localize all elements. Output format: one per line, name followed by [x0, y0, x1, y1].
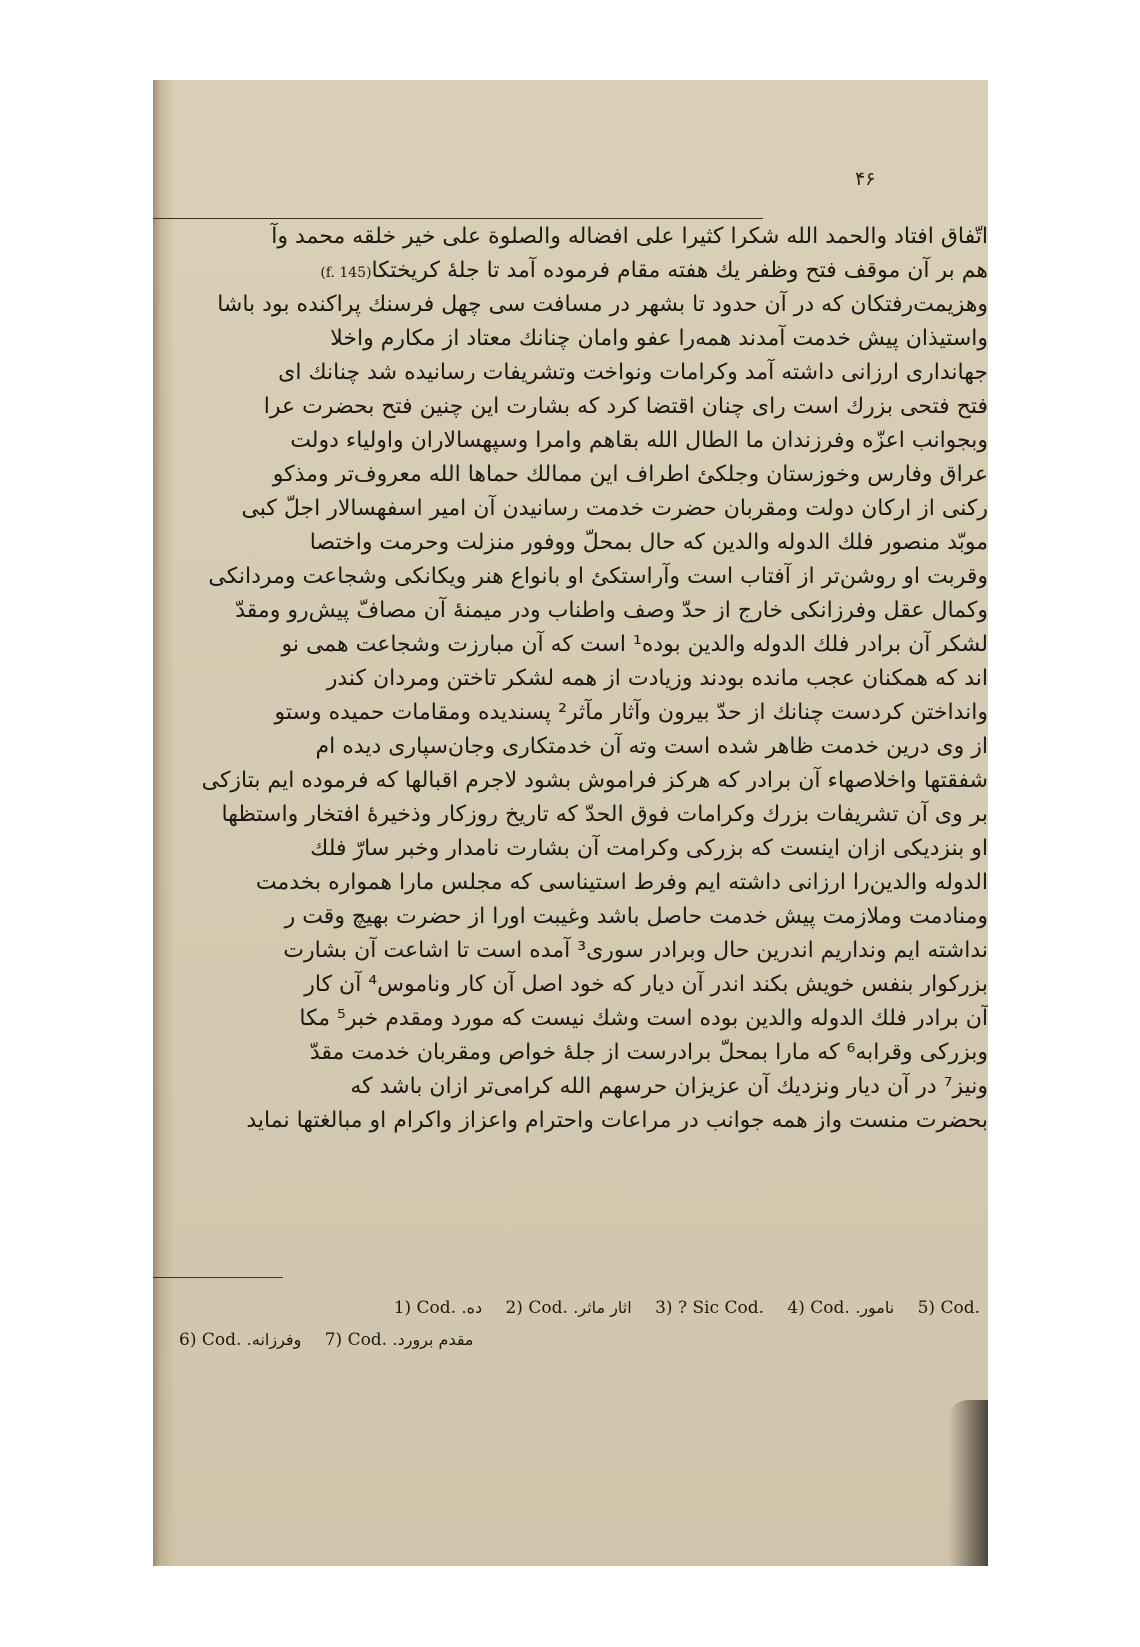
footnote: 1) Cod. ده.: [393, 1298, 483, 1318]
main-text: [153, 220, 988, 1138]
footnote: 6) Cod. وفرزانه.: [179, 1330, 302, 1350]
text-line: الدوله والدین‌را ارزانی داشته ایم وفرط استیناسی که مجلس مارا همواره بخدمت: [255, 870, 988, 895]
text-line: وقربت او روشن‌تر از آفتاب است وآراستکئ او بانواع هنر ویکانکی وشجاعت ومردانکی: [208, 564, 988, 589]
text-line: او بنزدیکی ازان اینست که بزرکی وکرامت آن بشارت نامدار وخبر سارّ فلك: [310, 836, 988, 861]
text-line: آن برادر فلك الدوله والدین بوده است وشك نیست که مورد ومقدم خبر⁵ مکا: [299, 1006, 988, 1031]
footnote: 2) Cod. اثار ماثر.: [505, 1298, 632, 1318]
text-line: از وی درین خدمت ظاهر شده است وته آن خدمتکاری وجان‌سپاری دیده ام: [315, 734, 988, 759]
text-line: واستیذان پیش خدمت آمدند همه‌را عفو وامان چنانك معتاد از مکارم واخلا: [330, 326, 988, 351]
text-line: عراق وفارس وخوزستان وجلکئ اطراف این ممالك حماها الله معروف‌تر ومذکو: [272, 462, 988, 487]
page-number: ۴۶: [855, 168, 876, 190]
text-line: جهانداری ارزانی داشته آمد وکرامات ونواخت وتشریفات رسانیده شد چنانك ای: [278, 360, 988, 385]
text-line: وهزیمت‌رفتکان که در آن حدود تا بشهر در مسافت سی چهل فرسنك پراکنده بود باشا: [217, 292, 988, 317]
scan-thumb-shadow: [948, 1400, 988, 1566]
text-line: رکنی از ارکان دولت ومقربان حضرت خدمت رسانیدن آن امیر اسفهسالار اجلّ کبی: [241, 496, 988, 521]
text-line: وبزرکی وقرابه⁶ که مارا بمحلّ برادرست از جلهٔ خواص ومقربان خدمت مقدّ: [309, 1040, 988, 1065]
header-rule: [153, 218, 763, 219]
text-line: وکمال عقل وفرزانکی خارج از حدّ وصف واطناب ودر میمنهٔ آن مصافّ پیش‌رو ومقدّ: [235, 598, 988, 623]
text-line: فتح فتحی بزرك است رای چنان اقتضا کرد که بشارت این چنین فتح بحضرت عرا: [263, 394, 988, 419]
text-line: اتّفاق افتاد والحمد الله شکرا کثیرا علی افضاله والصلوة علی خیر خلقه محمد وآ: [271, 224, 988, 249]
footnote: 5) Cod.: [917, 1298, 980, 1318]
text-line: شفقتها واخلاصهاء آن برادر که هرکز فراموش بشود لاجرم اقبالها که فرموده ایم بتازکی: [201, 768, 988, 793]
text-line: ونیز⁷ در آن دیار ونزدیك آن عزیزان حرسهم الله کرامی‌تر ازان باشد که: [350, 1074, 988, 1099]
footnotes: [153, 1292, 988, 1356]
footnote: 3) ? Sic Cod.: [655, 1298, 765, 1318]
text-line: ومنادمت وملازمت پیش خدمت حاصل باشد وغیبت اورا از حضرت بهیچ وقت ر: [284, 904, 988, 929]
text-line: وبجوانب اعزّه وفرزندان ما الطال الله بقاهم وامرا وسپهسالاران واولیاء دولت: [290, 428, 988, 453]
text-line: اند که همکنان عجب مانده بودند وزیادت از همه لشکر تاختن ومردان کندر: [326, 666, 988, 691]
text-line: هم بر آن موقف فتح وظفر یك هفته مقام فرموده آمد تا جلهٔ کریختکا(f. 145): [320, 258, 988, 283]
text-line: لشکر آن برادر فلك الدوله والدین بوده¹ است که آن مبارزت وشجاعت همی نو: [281, 632, 988, 657]
text-line: بزرکوار بنفس خویش بکند اندر آن دیار که خود اصل آن کار وناموس⁴ آن کار: [304, 972, 988, 997]
text-line: وانداختن کردست چنانك از حدّ بیرون وآثار مآثر² پسندیده ومقامات حمیده وستو: [274, 700, 988, 725]
text-line: بحضرت منست واز همه جوانب در مراعات واحترام واعزاز واکرام او مبالغتها نماید: [246, 1108, 988, 1133]
footnote: 7) Cod. مقدم برورد.: [324, 1330, 474, 1350]
text-line: نداشته ایم ونداریم اندرین حال وبرادر سوری³ آمده است تا اشاعت آن بشارت: [283, 938, 988, 963]
footnote-line: [153, 1292, 988, 1324]
margin-note: (f. 145): [320, 265, 372, 281]
scanned-page: [153, 80, 988, 1566]
text-line: بر وی آن تشریفات بزرك وکرامات فوق الحدّ که تاریخ روزکار وذخیرهٔ افتخار واستظها: [221, 802, 988, 827]
footnote: 4) Cod. نامور.: [787, 1298, 895, 1318]
text-line: موبّد منصور فلك الدوله والدین که حال بمحلّ ووفور منزلت وحرمت واختصا: [309, 530, 988, 555]
footnote-rule: [153, 1277, 283, 1278]
footnote-line: [153, 1324, 988, 1356]
